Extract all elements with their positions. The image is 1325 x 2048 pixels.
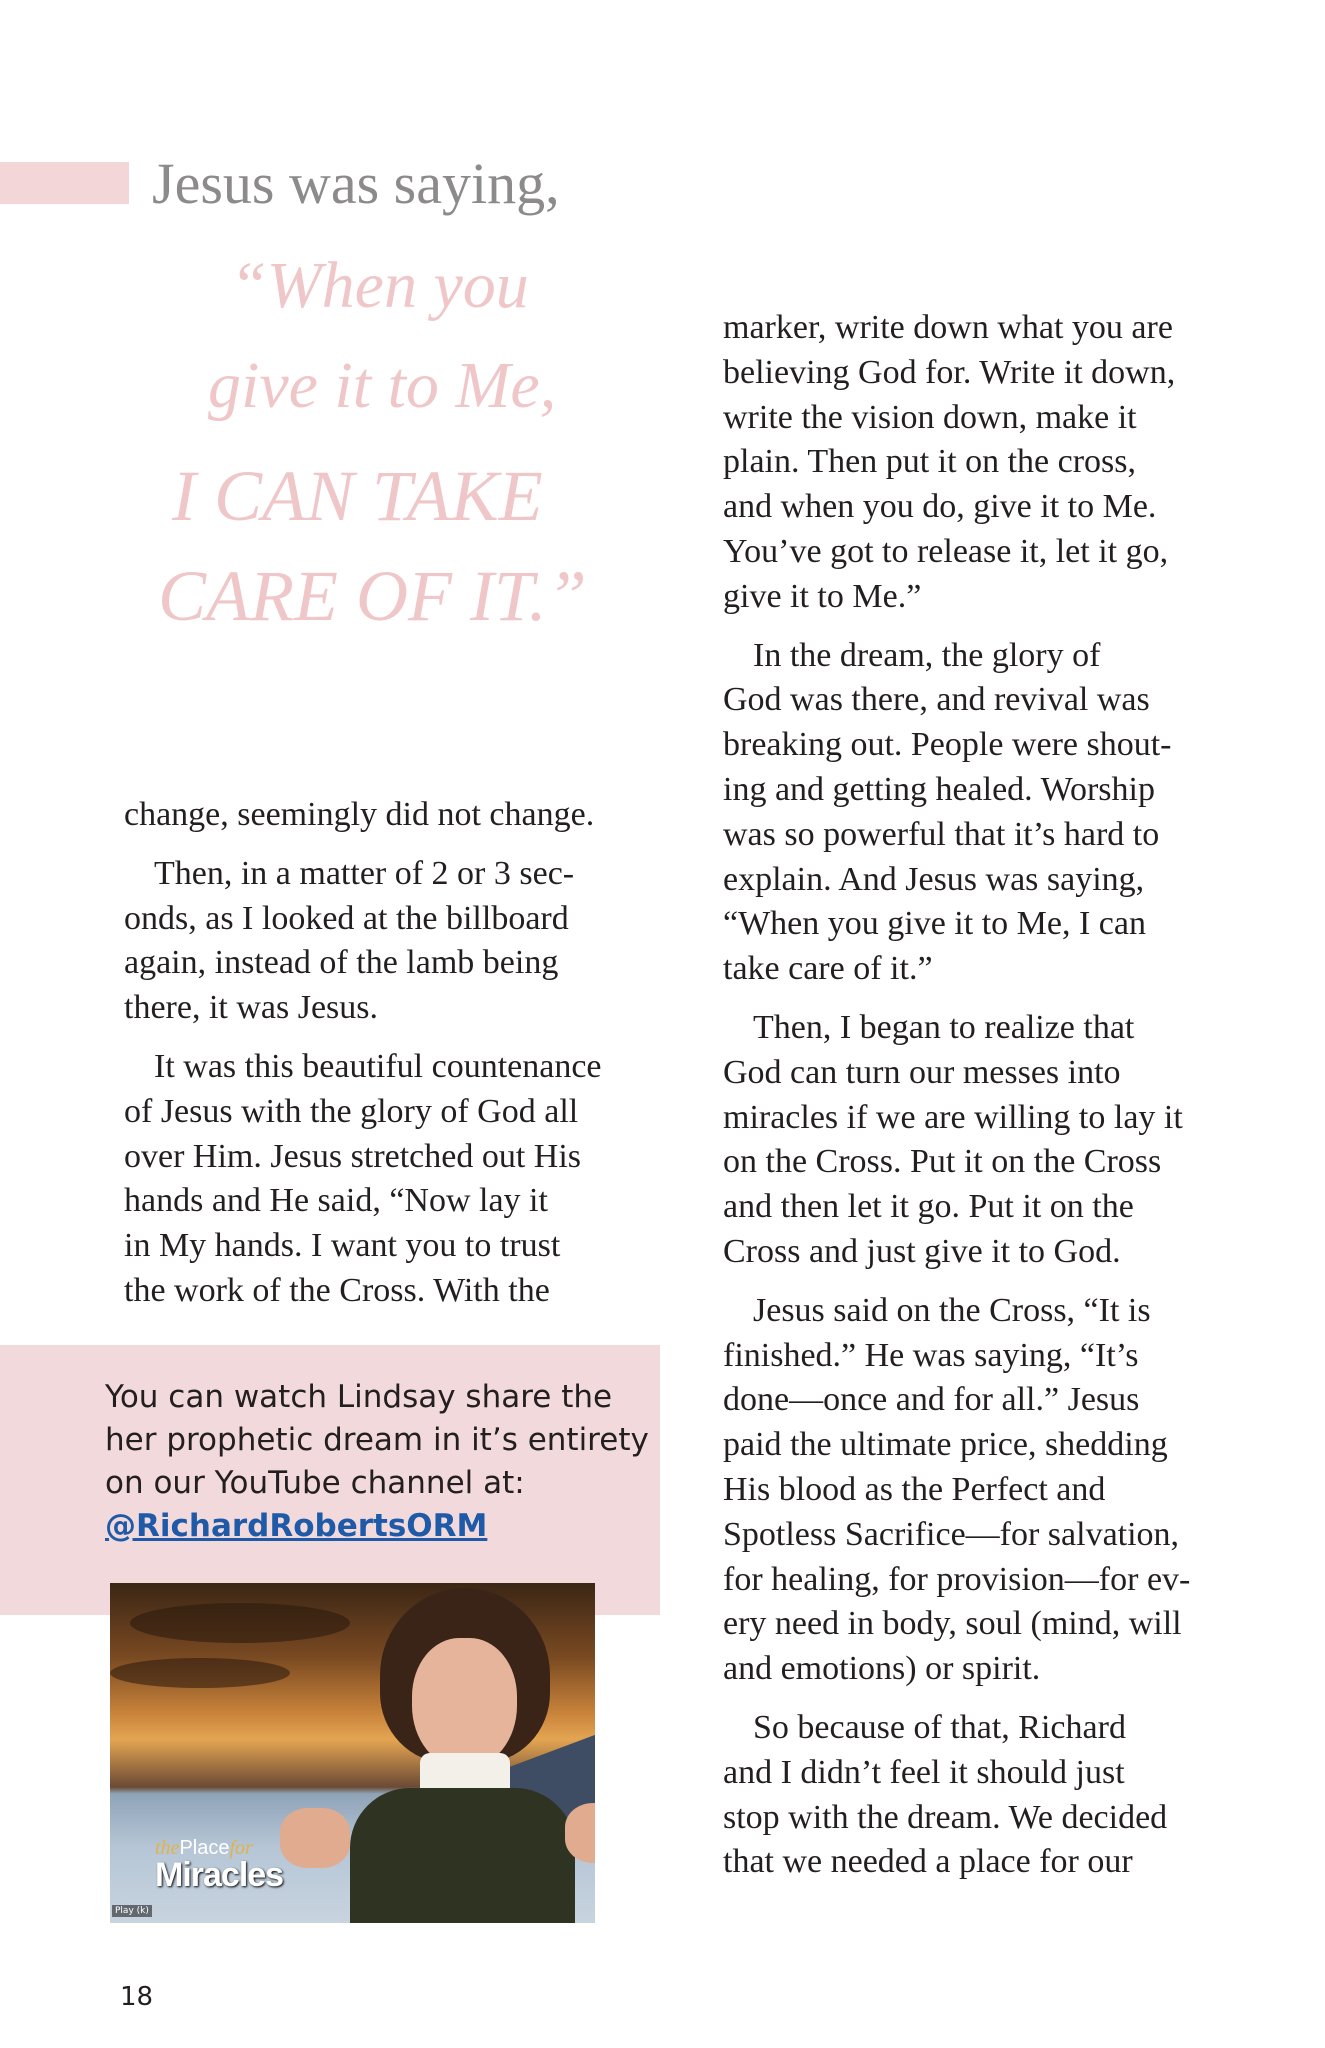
- text-line: in My hands. I want you to trust: [124, 1227, 561, 1265]
- text-line: there, it was Jesus.: [124, 989, 379, 1027]
- hand-shape: [280, 1808, 350, 1868]
- callout-line: her prophetic dream in it’s entirety: [105, 1422, 649, 1458]
- text-line: God can turn our messes into: [723, 1053, 1121, 1091]
- text-line: and I didn’t feel it should just: [723, 1753, 1125, 1791]
- text-line: Then, in a matter of 2 or 3 sec-: [154, 854, 575, 892]
- text-line: In the dream, the glory of: [753, 636, 1101, 674]
- text-line: change, seemingly did not change.: [124, 796, 595, 833]
- pull-quote-line: I CAN TAKE: [172, 456, 543, 536]
- callout-line: on our YouTube channel at:: [105, 1465, 525, 1501]
- callout-text: [105, 1376, 649, 1548]
- text-line: and when you do, give it to Me.: [723, 488, 1157, 526]
- text-line: plain. Then put it on the cross,: [723, 443, 1136, 481]
- cloud-shape: [130, 1603, 350, 1643]
- logo-word: for: [229, 1837, 253, 1859]
- sweater-shape: [350, 1788, 575, 1923]
- pull-quote-line: give it to Me,: [208, 349, 557, 422]
- text-line: Cross and just give it to God.: [723, 1232, 1121, 1270]
- logo-word: the: [155, 1837, 180, 1859]
- text-line: was so powerful that it’s hard to: [723, 815, 1160, 853]
- text-line: take care of it.”: [723, 950, 933, 988]
- text-line: breaking out. People were shout-: [723, 726, 1172, 764]
- text-line: ery need in body, soul (mind, will: [723, 1605, 1182, 1643]
- text-line: His blood as the Perfect and: [723, 1470, 1106, 1508]
- text-line: God was there, and revival was: [723, 681, 1150, 719]
- text-line: the work of the Cross. With the: [124, 1271, 550, 1309]
- pull-quote-intro: Jesus was saying,: [152, 151, 560, 216]
- right-column: [723, 306, 1223, 1885]
- pull-quote-line: CARE OF IT.”: [158, 556, 587, 636]
- text-line: paid the ultimate price, shedding: [723, 1426, 1168, 1464]
- page-number: 18: [120, 1982, 154, 2012]
- text-line: Then, I began to realize that: [753, 1008, 1135, 1046]
- logo-word: Miracles: [155, 1856, 284, 1894]
- callout-line: You can watch Lindsay share the: [105, 1379, 613, 1415]
- text-line: that we needed a place for our: [723, 1843, 1133, 1881]
- show-logo: [155, 1838, 283, 1892]
- text-line: stop with the dream. We decided: [723, 1798, 1168, 1836]
- text-line: over Him. Jesus stretched out His: [124, 1137, 582, 1175]
- text-line: ing and getting healed. Worship: [723, 770, 1155, 808]
- text-line: give it to Me.”: [723, 577, 922, 615]
- text-line: explain. And Jesus was saying,: [723, 860, 1145, 898]
- text-line: So because of that, Richard: [753, 1708, 1126, 1746]
- text-line: on the Cross. Put it on the Cross: [723, 1143, 1162, 1181]
- text-line: onds, as I looked at the billboard: [124, 899, 569, 937]
- youtube-channel-link[interactable]: @RichardRobertsORM: [105, 1508, 488, 1544]
- text-line: and emotions) or spirit.: [723, 1650, 1041, 1688]
- play-tooltip: Play (k): [112, 1905, 152, 1917]
- text-line: believing God for. Write it down,: [723, 353, 1176, 391]
- text-line: Spotless Sacrifice—for salvation,: [723, 1515, 1180, 1553]
- accent-bar: [0, 162, 129, 204]
- text-line: for healing, for provision—for ev-: [723, 1560, 1191, 1598]
- text-line: You’ve got to release it, let it go,: [723, 532, 1169, 570]
- text-line: and then let it go. Put it on the: [723, 1188, 1134, 1226]
- text-line: marker, write down what you are: [723, 309, 1173, 346]
- text-line: write the vision down, make it: [723, 398, 1137, 436]
- text-line: It was this beautiful countenance: [154, 1047, 602, 1085]
- text-line: miracles if we are willing to lay it: [723, 1098, 1183, 1136]
- text-line: of Jesus with the glory of God all: [124, 1092, 579, 1130]
- text-line: “When you give it to Me, I can: [723, 905, 1146, 943]
- text-line: finished.” He was saying, “It’s: [723, 1336, 1139, 1374]
- left-column: [124, 793, 644, 1314]
- logo-word: Place: [179, 1837, 230, 1859]
- presenter-figure: [360, 1583, 560, 1923]
- text-line: Jesus said on the Cross, “It is: [753, 1291, 1151, 1329]
- text-line: again, instead of the lamb being: [124, 944, 559, 982]
- video-thumbnail[interactable]: [110, 1583, 595, 1923]
- text-line: hands and He said, “Now lay it: [124, 1182, 548, 1220]
- pull-quote-line: “When you: [230, 249, 529, 322]
- text-line: done—once and for all.” Jesus: [723, 1381, 1140, 1419]
- cloud-shape: [110, 1658, 290, 1688]
- face-shape: [412, 1638, 517, 1768]
